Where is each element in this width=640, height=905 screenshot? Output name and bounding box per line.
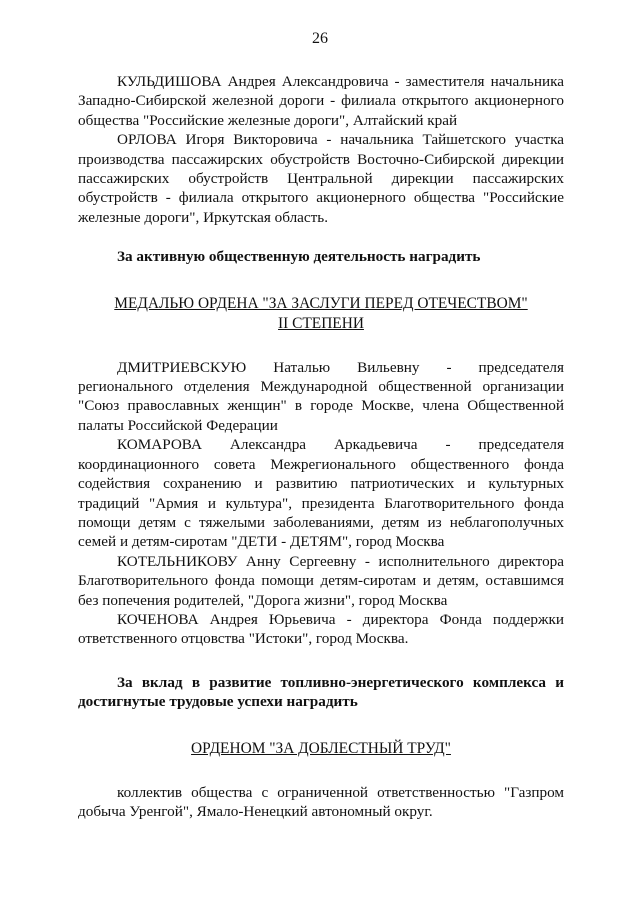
award-title-line: II СТЕПЕНИ: [278, 314, 364, 332]
award-recipient-paragraph: ОРЛОВА Игоря Викторовича - начальника Тайшетского участка производства пассажирских обустройств Восточно-Сибирской дирекции пассажирских обустройств Центральной дирекции пассажирских обустройств - филиала открытого акционерного общества "Российские железные дороги", Иркутская область.: [78, 131, 564, 226]
award-title-line: МЕДАЛЬЮ ОРДЕНА "ЗА ЗАСЛУГИ ПЕРЕД ОТЕЧЕСТВОМ": [114, 294, 528, 312]
document-body: [78, 72, 564, 821]
award-recipient-paragraph: ДМИТРИЕВСКУЮ Наталью Вильевну - председателя регионального отделения Международной общественной организации "Союз православных женщин" в городе Москве, члена Общественной палаты Российской Федерации: [78, 358, 564, 434]
award-recipient-paragraph: КОЧЕНОВА Андрея Юрьевича - директора Фонда поддержки ответственного отцовства "Истоки", город Москва.: [78, 610, 564, 648]
section-heading: За вклад в развитие топливно-энергетического комплекса и достигнутые трудовые успехи наградить: [78, 673, 564, 711]
award-title: [78, 294, 564, 334]
award-recipient-paragraph: коллектив общества с ограниченной ответственностью "Газпром добыча Уренгой", Ямало-Ненецкий автономный округ.: [78, 783, 564, 820]
section-heading: За активную общественную деятельность наградить: [117, 248, 481, 266]
award-title: [78, 739, 564, 759]
award-recipient-paragraph: КУЛЬДИШОВА Андрея Александровича - заместителя начальника Западно-Сибирской железной дороги - филиала открытого акционерного общества "Российские железные дороги", Алтайский край: [78, 73, 564, 129]
award-recipient-paragraph: КОМАРОВА Александра Аркадьевича - председателя координационного совета Межрегионального общественного фонда содействия сохранению и развитию патриотических и культурных традиций "Армия и культура", президента Благотворительного фонда помощи детям с тяжелыми заболеваниями, детям из неблагополучных семей и детям-сиротам "ДЕТИ - ДЕТЯМ", город Москва: [78, 436, 564, 551]
award-title-line: ОРДЕНОМ "ЗА ДОБЛЕСТНЫЙ ТРУД": [191, 739, 451, 757]
award-recipient-paragraph: КОТЕЛЬНИКОВУ Анну Сергеевну - исполнительного директора Благотворительного фонда помощи детям-сиротам и детям, оставшимся без попечения родителей, "Дорога жизни", город Москва: [78, 552, 564, 609]
page-number: 26: [312, 30, 328, 47]
